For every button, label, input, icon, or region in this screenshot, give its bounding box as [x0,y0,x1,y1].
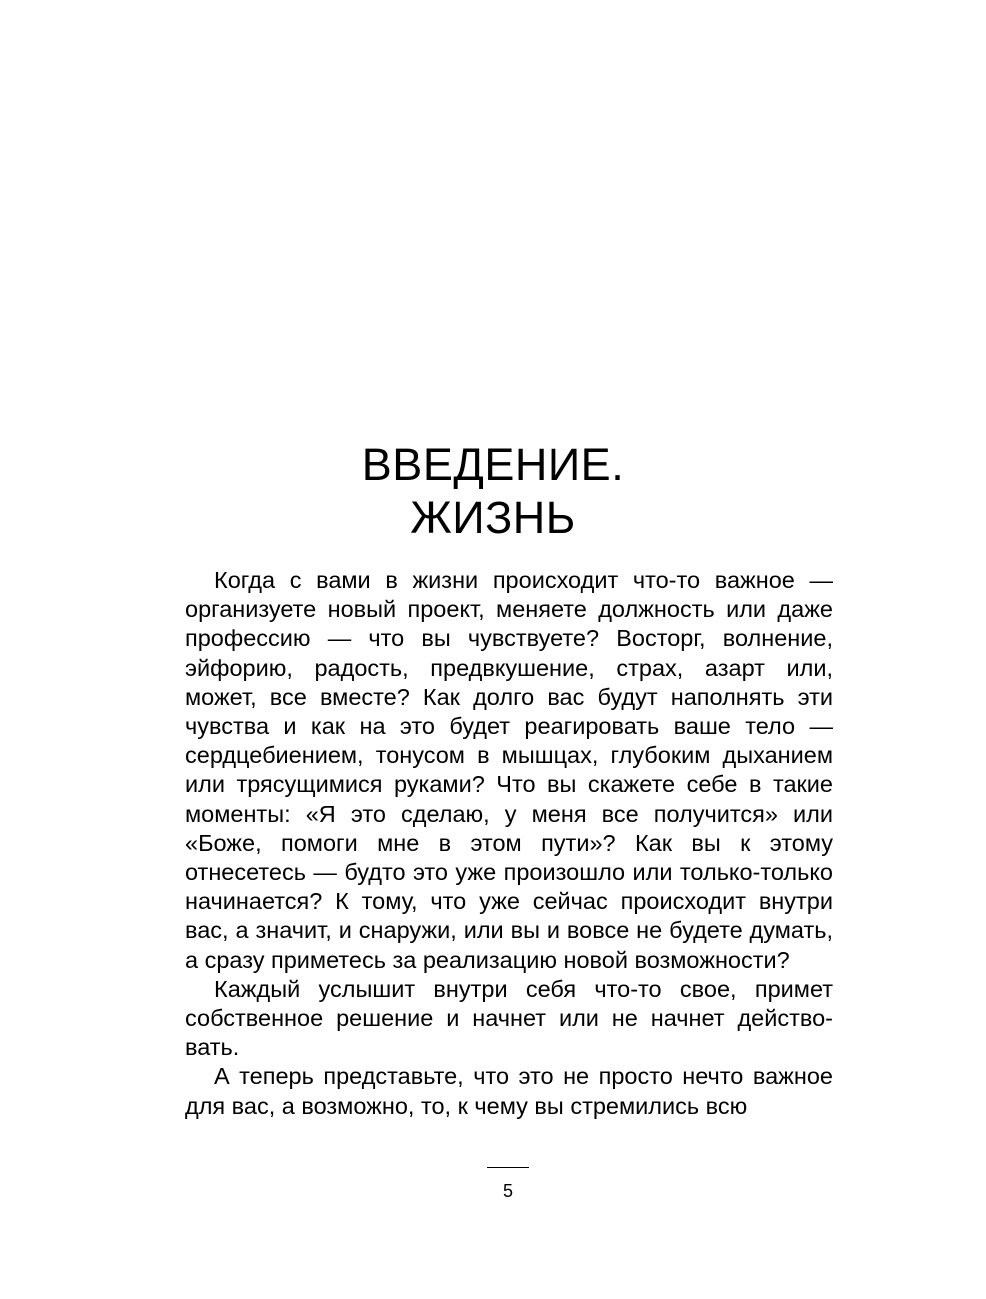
chapter-title-line-1: ВВЕДЕНИЕ. [361,439,625,490]
paragraph-3: А теперь представьте, что это не просто нечто важное для вас, а возможно, то, к чему вы стремились всю [185,1063,833,1119]
footer-divider [487,1167,529,1168]
page-number: 5 [502,1181,513,1201]
body-text [185,566,833,1121]
chapter-title-line-2: ЖИЗНЬ [410,492,576,543]
paragraph-1: Когда с вами в жизни происходит что-то важное — организуете новый проект, меняете должность или даже профессию — что вы чувствуете? Восторг, волнение, эйфорию, радость, предвкушение, страх, азарт или, может, все вместе? Как долго вас будут наполнять эти чувства и как на это будет реагировать ваше тело — сердцебиением, тонусом в мышцах, глубоким дыханием или трясущимися руками? Что вы скажете себе в такие моменты: «Я это сделаю, у меня все получится» или «Боже, помоги мне в этом пути»? Как вы к этому отнесетесь — будто это уже произошло или только-только начинается? К тому, что уже сейчас происходит внутри вас, а значит, и снаружи, или вы и вовсе не будете думать, а сразу приметесь за реализацию новой возможности? [185,567,833,973]
paragraph-2: Каждый услышит внутри себя что-то свое, примет собственное решение и начнет или не начнет действовать. [185,975,833,1061]
